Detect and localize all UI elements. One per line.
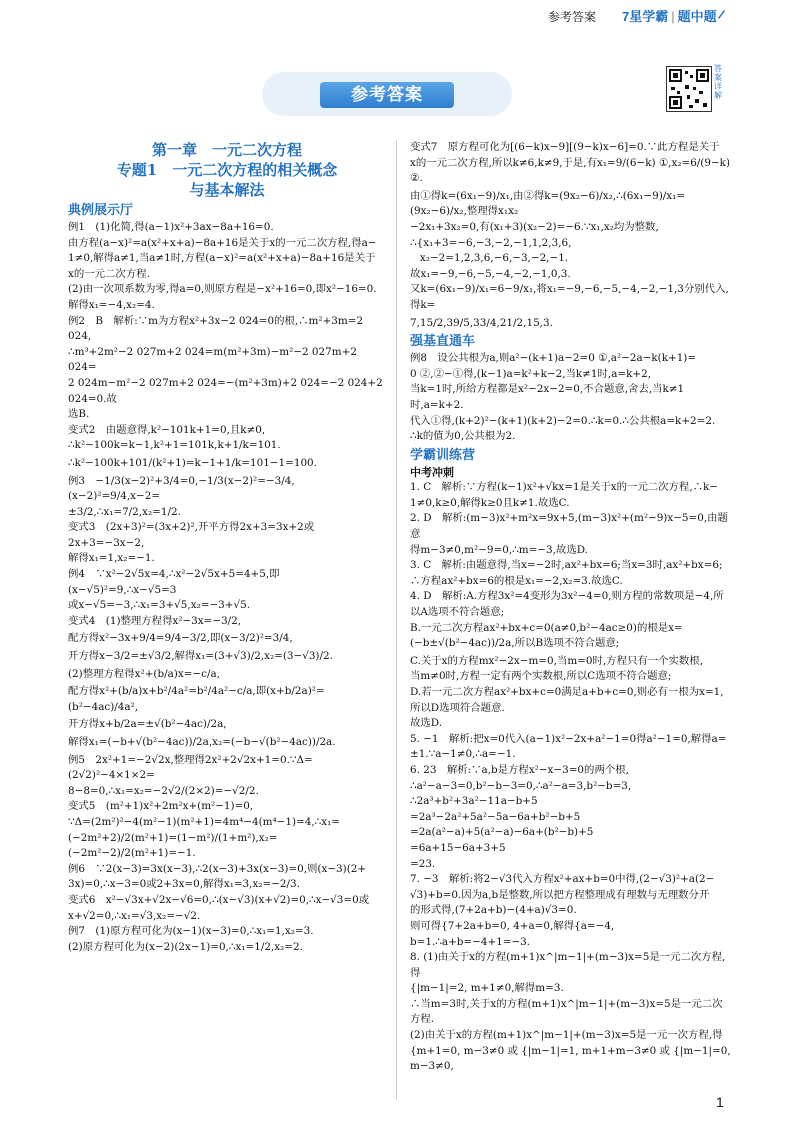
text-line: 5. −1 解析:把x=0代入(a−1)x²−2x+a²−1=0得a²−1=0,解得a= <box>410 732 727 745</box>
text-line: 6. 23 解析:∵a,b是方程x²−x−3=0的两个根, <box>410 763 629 776</box>
text-line: (2)整理方程得x²+(b/a)x=−c/a, <box>68 667 220 680</box>
text-line: 例2 B 解析:∵m为方程x²+3x−2 024=0的根,∴m²+3m=2 024, <box>68 314 367 343</box>
text-line: 变式5 (m²+1)x²+2m²x+(m²−1)=0, <box>68 800 254 813</box>
text-line: 当m≠0时,方程一定有两个实数根,所以C选项不符合题意; <box>410 670 672 683</box>
text-line: 2. D 解析:(m−3)x²+m²x=9x+5,(m−3)x²+(m²−9)x−5=0,由题意 <box>410 512 728 541</box>
text-line: 变式7 原方程可化为[(6−k)x−9][(9−k)x−6]=0.∵此方程是关于 <box>410 141 720 153</box>
text-line: x₂−2=1,2,3,6,−6,−3,−2,−1. <box>410 252 569 265</box>
chapter-heading: 第一章 一元二次方程 <box>151 141 302 159</box>
text-line: ∴k²−100k+101/(k²+1)=k−1+1/k=101−1=100. <box>68 456 317 469</box>
pen-icon <box>716 8 726 20</box>
text-line: ∴m³+2m²−2 027m+2 024=m(m²+3m)−m²−2 027m+2 024= <box>68 345 361 374</box>
text-line: 配方得x²−3x+9/4=9/4−3/2,即(x−3/2)²=3/4, <box>68 632 293 645</box>
text-line: ∴当m=3时,关于x的方程(m+1)x^|m−1|+(m−3)x=5是一元二次方程. <box>410 997 723 1026</box>
text-line: 例7 (1)原方程可化为(x−1)(x−3)=0,∴x₁=1,x₂=3. <box>68 925 314 938</box>
text-line: =6a+15−6a+3+5 <box>410 841 506 854</box>
text-line: (−2m²+2)/2(m²+1)=(1−m²)/(1+m²),x₂=(−2m²−2)/2(m²+1)=−1. <box>68 831 278 860</box>
text-line: B.一元二次方程ax²+bx+c=0(a≠0,b²−4ac≥0)的根是x= <box>410 621 683 634</box>
text-line: =2a³−2a²+5a²−5a−6a+b²−b+5 <box>410 810 581 823</box>
text-line: 选B. <box>68 408 90 421</box>
text-line: 8. (1)由关于x的方程(m+1)x^|m−1|+(m−3)x=5是一元二次方程,得 <box>410 951 726 979</box>
text-line: {m+1=0, m−3≠0 或 {|m−1|=1, m+1+m−3≠0 或 {|m−1|=0, m−3≠0, <box>410 1044 734 1073</box>
text-line: 的形式得,(7+2a+b)−(4+a)√3=0. <box>410 904 577 917</box>
text-line: {|m−1|=2, m+1≠0,解得m=3. <box>410 982 564 995</box>
text-line: (−b±√(b²−4ac))/2a,所以B选项不符合题意; <box>410 637 620 650</box>
text-line: ∴2a³+b²+3a²−11a−b+5 <box>410 795 538 808</box>
text-line: 解得x₁=(−b+√(b²−4ac))/2a,x₂=(−b−√(b²−4ac))/2a. <box>68 736 336 748</box>
left-column <box>68 140 386 955</box>
text-line: 又k=(6x₁−9)/x₁=6−9/x₁,将x₁=−9,−6,−5,−4,−2,−1,3分别代入,得k= <box>410 283 729 311</box>
text-line: 变式4 (1)整理方程得x²−3x=−3/2, <box>68 614 242 627</box>
text-line: 例4 ∵x²−2√5x=4,∴x²−2√5x+5=4+5,即(x−√5)²=9,∴x−√5=3 <box>68 568 280 596</box>
column-divider <box>396 140 397 1100</box>
chapter-heading: 与基本解法 <box>189 181 265 199</box>
text-line: 解得x₁=−4,x₂=4. <box>68 298 155 311</box>
text-line: 变式6 x²−√3x+√2x−√6=0,∴(x−√3)(x+√2)=0,∴x−√3=0或 <box>68 893 370 906</box>
text-line: (2)由一次项系数为零,得a=0,则原方程是−x²+16=0,即x²−16=0. <box>68 283 377 296</box>
text-line: C.关于x的方程mx²−2x−m=0,当m=0时,方程只有一个实数根, <box>410 654 704 667</box>
text-line: 1. C 解析:∵方程(k−1)x²+√kx=1是关于x的一元二次方程,∴k− <box>410 481 719 494</box>
right-column <box>410 140 732 1075</box>
text-line: ±1.∵a−1≠0,∴a=−1. <box>410 748 516 761</box>
text-line: 由方程(a−x)²=a(x²+x+a)−8a+16是关于x的一元二次方程,得a− <box>68 236 377 249</box>
header-section-label: 参考答案 <box>548 10 597 24</box>
text-line: 8−8=0,∴x₁=x₂=−2√2/(2×2)=−√2/2. <box>68 784 259 797</box>
section-heading: 典例展示厅 <box>68 203 134 218</box>
text-line: (2)原方程可化为(x−2)(2x−1)=0,∴x₁=1/2,x₂=2. <box>68 940 303 953</box>
text-line: 4. D 解析:A.方程3x²=4变形为3x²−4=0,则方程的常数项是−4,所 <box>410 590 724 603</box>
text-line: 例1 (1)化简,得(a−1)x²+3ax−8a+16=0. <box>68 221 274 233</box>
title-banner <box>262 72 512 116</box>
text-line: 0 ②,②−①得,(k−1)a=k²+k−2,当k≠1时,a=k+2, <box>410 367 652 380</box>
text-line: 得m−3≠0,m²−9=0,∴m=−3,故选D. <box>410 543 588 556</box>
text-line: x+√2=0,∴x₁=√3,x₂=−√2. <box>68 909 201 922</box>
qr-label: 答案详解 <box>714 64 722 100</box>
text-line: 解得x₁=1,x₂=−1. <box>68 552 155 565</box>
text-line: 例6 ∵2(x−3)=3x(x−3),∴2(x−3)+3x(x−3)=0,则(x−3)(2+ <box>68 862 367 875</box>
text-line: 由①得k=(6x₁−9)/x₁,由②得k=(9x₂−6)/x₂,∴(6x₁−9)/x₁=(9x₂−6)/x₂,整理得x₁x₂ <box>410 189 686 218</box>
text-line: 或x−√5=−3,∴x₁=3+√5,x₂=−3+√5. <box>68 599 250 612</box>
text-line: =23. <box>410 857 436 870</box>
text-line: 1≠0,k≥0,解得k≥0且k≠1.故选C. <box>410 496 570 509</box>
text-line: 例3 −1/3(x−2)²+3/4=0,−1/3(x−2)²=−3/4,(x−2)²=9/4,x−2= <box>68 474 295 503</box>
text-line: 故选D. <box>410 717 443 730</box>
text-line: 3x)=0,∴x−3=0或2+3x=0,解得x₁=3,x₂=−2/3. <box>68 878 300 891</box>
text-line: 1≠0,解得a≠1,当a≠1时,方程(a−x)²=a(x²+x+a)−8a+16是关于 <box>68 252 376 265</box>
text-line: 7,15/2,39/5,33/4,21/2,15,3. <box>410 316 553 329</box>
text-line: 例8 设公共根为a,则a²−(k+1)a−2=0 ①,a²−2a−k(k+1)= <box>410 352 697 365</box>
text-line: x的一元二次方程. <box>68 267 150 280</box>
section-heading: 学霸训练营 <box>410 447 476 463</box>
text-line: ∴k的值为0,公共根为2. <box>410 430 516 443</box>
text-line: 变式2 由题意得,k²−101k+1=0,且k≠0, <box>68 423 266 436</box>
section-heading: 强基直通车 <box>410 334 476 350</box>
text-line: 2 024m−m²−2 027m+2 024=−(m²+3m)+2 024=−2 024+2 024=0.故 <box>68 376 387 405</box>
text-line: 以A选项不符合题意; <box>410 606 505 619</box>
text-line: (2)由关于x的方程(m+1)x^|m−1|+(m−3)x=5是一元一次方程,得 <box>410 1029 723 1042</box>
text-line: ∵Δ=(2m²)²−4(m²−1)(m²+1)=4m⁴−4(m⁴−1)=4,∴x₁= <box>68 815 340 828</box>
text-line: ∴{x₁+3=−6,−3,−2,−1,1,2,3,6, <box>410 236 572 249</box>
text-line: 变式3 (2x+3)²=(3x+2)²,开平方得2x+3=3x+2或2x+3=−3x−2, <box>68 521 315 549</box>
text-line: x的一元二次方程,所以k≠6,k≠9,于是,有x₁=9/(6−k) ①,x₂=6/(9−k) ②. <box>410 156 734 185</box>
text-line: ∴k²−100k=k−1,k²+1=101k,k+1/k=101. <box>68 439 281 452</box>
text-line: 当k=1时,所给方程都是x²−2x−2=0,不合题意,舍去,当k≠1时,a=k+2. <box>410 383 685 411</box>
text-line: 3. C 解析:由题意得,当x=−2时,ax²+bx=6;当x=3时,ax²+bx=6; <box>410 559 723 572</box>
text-line: √3)+b=0.因为a,b是整数,所以把方程整理成有理数与无理数分开 <box>410 888 710 901</box>
text-line: =2a(a²−a)+5(a²−a)−6a+(b²−b)+5 <box>410 826 594 839</box>
text-line: ∴a²−a−3=0,b²−b−3=0,∴a²−a=3,b²−b=3, <box>410 779 632 792</box>
text-line: 开方得x+b/2a=±√(b²−4ac)/2a, <box>68 718 227 731</box>
brand-sub: 题中题 <box>677 9 717 24</box>
text-line: 故x₁=−9,−6,−5,−4,−2,−1,0,3. <box>410 267 571 280</box>
brand-name: 7星学霸 <box>622 9 669 24</box>
subsection-heading: 中考冲刺 <box>410 465 454 479</box>
text-line: 则可得{7+2a+b=0, 4+a=0,解得{a=−4, b=1.∴a+b=−4+1=−3. <box>410 919 618 948</box>
text-line: 7. −3 解析:将2−√3代入方程x²+ax+b=0中得,(2−√3)²+a(2− <box>410 873 715 886</box>
text-line: ±3/2,∴x₁=7/2,x₂=1/2. <box>68 505 181 518</box>
text-line: ∴方程ax²+bx=6的根是x₁=−2,x₂=3.故选C. <box>410 574 623 587</box>
brand-logo: 7星学霸 | 题中题 <box>622 9 717 24</box>
text-line: 所以D选项符合题意. <box>410 701 505 714</box>
text-line: −2x₁+3x₂=0,有(x₁+3)(x₂−2)=−6.∵x₁,x₂均为整数, <box>410 220 659 233</box>
page-number: 1 <box>716 1094 724 1110</box>
qr-code-icon[interactable] <box>666 66 712 112</box>
text-line: 配方得x²+(b/a)x+b²/4a²=b²/4a²−c/a,即(x+b/2a)²=(b²−4ac)/4a², <box>68 685 325 713</box>
banner-title: 参考答案 <box>320 82 454 108</box>
text-line: 开方得x−3/2=±√3/2,解得x₁=(3+√3)/2,x₂=(3−√3)/2. <box>68 650 333 663</box>
text-line: 例5 2x²+1=−2√2x,整理得2x²+2√2x+1=0.∵Δ=(2√2)²−4×1×2= <box>68 753 313 782</box>
chapter-heading: 专题1 一元二次方程的相关概念 <box>116 161 338 179</box>
text-line: D.若一元二次方程ax²+bx+c=0满足a+b+c=0,则必有一根为x=1, <box>410 686 724 698</box>
text-line: 代入①得,(k+2)²−(k+1)(k+2)−2=0.∴k=0.∴公共根a=k+2=2. <box>410 414 716 427</box>
